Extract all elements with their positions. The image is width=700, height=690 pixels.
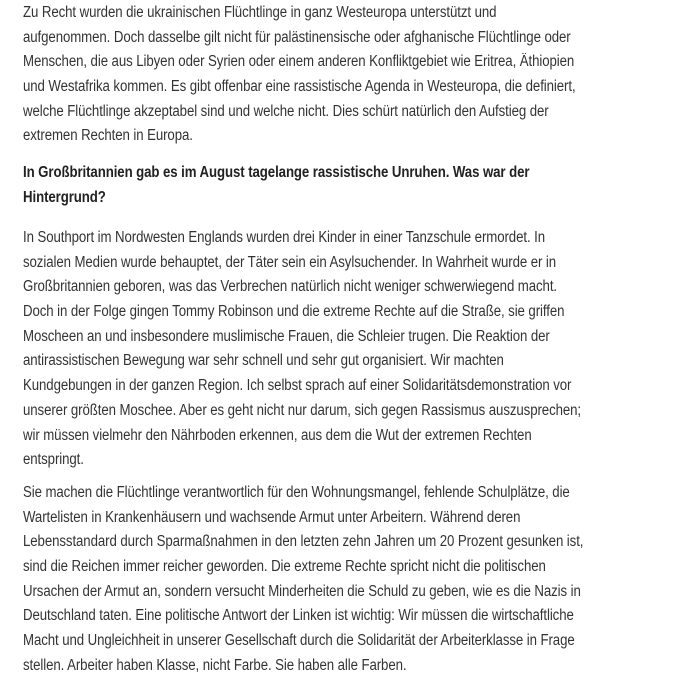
text-line: In Southport im Nordwesten Englands wurden drei Kinder in einer Tanzschule ermordet. In (23, 229, 546, 246)
paragraph (23, 1, 666, 149)
text-line: Kundgebungen in der ganzen Region. Ich selbst sprach auf einer Solidaritätsdemonstration vor (23, 377, 572, 395)
text-line: sozialen Medien wurde behauptet, der Täter sein ein Asylsuchender. In Wahrheit wurde er in (23, 253, 557, 271)
question-line: In Großbritannien gab es im August tagelange rassistische Unruhen. Was war der (23, 164, 530, 181)
text-line: Lebensstandard durch Sparmaßnahmen in den letzten zehn Jahren um 20 Prozent gesunken ist, (23, 533, 584, 551)
text-line: Zu Recht wurden die ukrainischen Flüchtlinge in ganz Westeuropa unterstützt und (23, 4, 497, 21)
text-line: unserer größten Moschee. Aber es geht nicht nur darum, sich gegen Rassismus auszusprechen; (23, 401, 582, 419)
text-line: Wartelisten in Krankenhäusern und wachsende Armut unter Arbeitern. Während deren (23, 508, 521, 526)
text-line: Doch in der Folge gingen Tommy Robinson und die extreme Rechte auf die Straße, sie griffen (23, 303, 565, 321)
text-line: welche Flüchtlinge akzeptabel sind und welche nicht. Dies schürt natürlich den Aufstieg der (23, 102, 549, 120)
question-line: Hintergrund? (23, 188, 106, 206)
interview-question (23, 161, 612, 210)
text-line: Moscheen an und insbesondere muslimische Frauen, die Schleier trugen. Die Reaktion der (23, 327, 550, 345)
text-line: Macht und Ungleichheit in unserer Gesellschaft durch die Solidarität der Arbeiterklasse in Frage (23, 632, 575, 650)
text-line: Ursachen der Armut an, sondern versucht Minderheiten die Schuld zu geben, wie es die Nazis in (23, 582, 581, 600)
text-line: Sie machen die Flüchtlinge verantwortlich für den Wohnungsmangel, fehlende Schulplätze, die (23, 484, 570, 501)
text-line: stellen. Arbeiter haben Klasse, nicht Farbe. Sie haben alle Farben. (23, 656, 407, 674)
text-line: entspringt. (23, 451, 84, 469)
text-line: Menschen, die aus Libyen oder Syrien oder einem anderen Konfliktgebiet wie Eritrea, Äthiopien (23, 53, 575, 71)
text-line: Großbritannien geboren, was das Verbrechen natürlich nicht weniger schwerwiegend macht. (23, 278, 558, 296)
text-line: Deutschland taten. Eine politische Antwort der Linken ist wichtig: Wir müssen die wirtschaftliche (23, 607, 574, 625)
text-line: und Westafrika kommen. Es gibt offenbar eine rassistische Agenda in Westeuropa, die definiert, (23, 78, 576, 96)
text-line: extremen Rechten in Europa. (23, 127, 193, 145)
text-line: wir müssen vielmehr den Nährboden erkennen, aus dem die Wut der extremen Rechten (23, 426, 532, 444)
text-line: sind die Reichen immer reicher geworden. Die extreme Rechte spricht nicht die politischen (23, 558, 546, 576)
paragraph (23, 226, 672, 473)
text-line: aufgenommen. Doch dasselbe gilt nicht für palästinensische oder afghanische Flüchtlinge oder (23, 28, 571, 46)
text-line: antirassistischen Bewegung war sehr schnell und sehr gut organisiert. Wir machten (23, 352, 504, 370)
paragraph (23, 481, 675, 679)
